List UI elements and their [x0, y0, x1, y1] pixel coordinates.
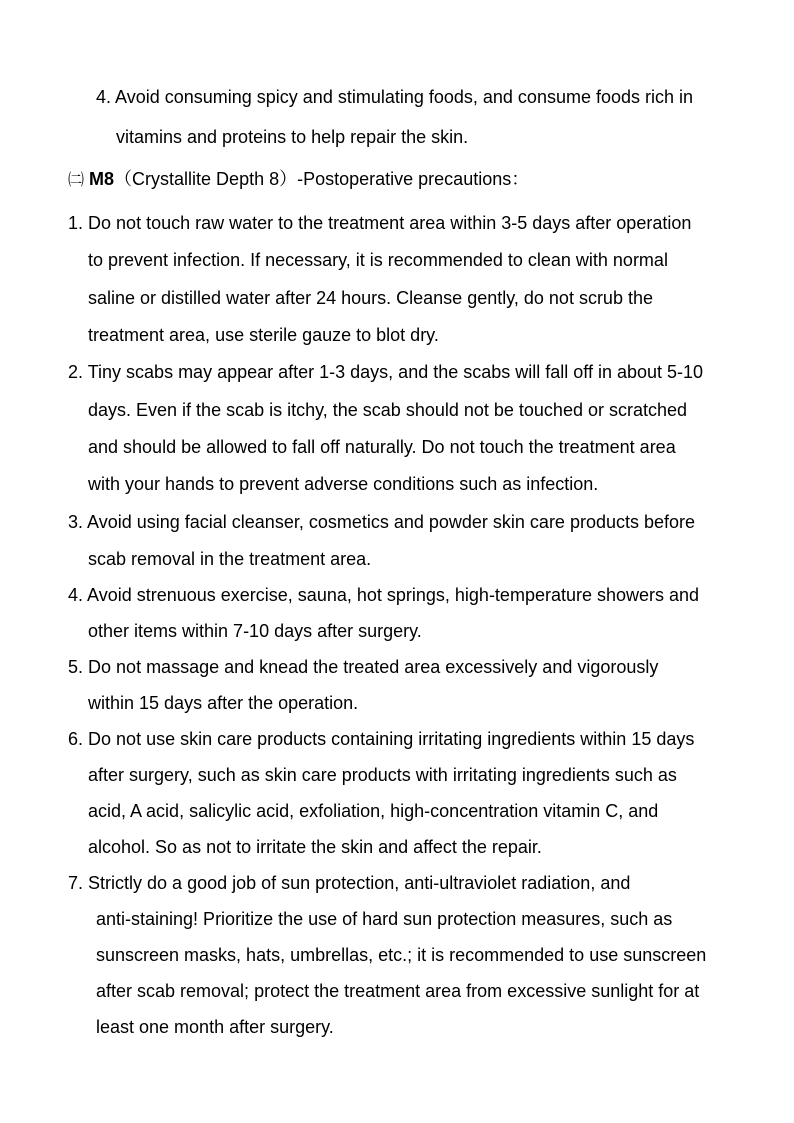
- item-1-line-4: treatment area, use sterile gauze to blot dry.: [88, 325, 439, 345]
- item-1-line-2: to prevent infection. If necessary, it is recommended to clean with normal: [88, 250, 668, 270]
- item-4-line-2: other items within 7-10 days after surgery.: [88, 621, 422, 641]
- item-2-number: 2.: [68, 362, 84, 382]
- item-5-text: Do not massage and knead the treated area excessively and vigorously: [88, 657, 659, 677]
- item-1-line-3: saline or distilled water after 24 hours. Cleanse gently, do not scrub the: [88, 288, 653, 308]
- item-2-line-3: and should be allowed to fall off naturally. Do not touch the treatment area: [88, 437, 676, 457]
- item-7-line-3: sunscreen masks, hats, umbrellas, etc.; it is recommended to use sunscreen: [96, 945, 707, 965]
- item-5-number: 5.: [68, 657, 84, 677]
- item-2-line-1: [68, 361, 703, 383]
- item-4-number: 4.: [68, 585, 84, 605]
- section-marker: ㈡: [68, 170, 85, 189]
- item-7-line-4: after scab removal; protect the treatment area from excessive sunlight for at: [96, 981, 700, 1001]
- item-6-line-2: after surgery, such as skin care products with irritating ingredients such as: [88, 765, 677, 785]
- item-4-text: Avoid strenuous exercise, sauna, hot springs, high-temperature showers and: [87, 585, 700, 605]
- item-6-line-4: alcohol. So as not to irritate the skin and affect the repair.: [88, 837, 542, 857]
- item-1-number: 1.: [68, 213, 84, 233]
- prev-item-text: Avoid consuming spicy and stimulating foods, and consume foods rich in: [115, 87, 694, 107]
- item-3-line-2: scab removal in the treatment area.: [88, 549, 372, 569]
- item-3-text: Avoid using facial cleanser, cosmetics and powder skin care products before: [87, 512, 696, 532]
- section-title: （Crystallite Depth 8）-Postoperative precautions：: [114, 169, 530, 189]
- item-2-line-4: with your hands to prevent adverse conditions such as infection.: [88, 474, 599, 494]
- item-6-line-1: [68, 728, 694, 750]
- prev-item-line-2: vitamins and proteins to help repair the skin.: [116, 127, 469, 147]
- item-2-text: Tiny scabs may appear after 1-3 days, and the scabs will fall off in about 5-10: [87, 362, 704, 382]
- item-3-number: 3.: [68, 512, 84, 532]
- item-7-number: 7.: [68, 873, 84, 893]
- item-7-text: Strictly do a good job of sun protection, anti-ultraviolet radiation, and: [88, 873, 631, 893]
- section-code: M8: [89, 169, 115, 189]
- item-4-line-1: [68, 584, 699, 606]
- item-1-text: Do not touch raw water to the treatment area within 3-5 days after operation: [88, 213, 692, 233]
- prev-item-line-1: [96, 86, 693, 108]
- item-5-line-2: within 15 days after the operation.: [88, 693, 359, 713]
- prev-item-number: 4.: [96, 87, 112, 107]
- item-6-text: Do not use skin care products containing irritating ingredients within 15 days: [88, 729, 695, 749]
- item-7-line-1: [68, 872, 630, 894]
- item-1-line-1: [68, 212, 691, 234]
- item-6-number: 6.: [68, 729, 84, 749]
- item-7-line-2: anti-staining! Prioritize the use of hard sun protection measures, such as: [96, 909, 673, 929]
- section-heading: [68, 168, 529, 191]
- item-3-line-1: [68, 511, 695, 533]
- item-6-line-3: acid, A acid, salicylic acid, exfoliation, high-concentration vitamin C, and: [88, 801, 659, 821]
- item-2-line-2: days. Even if the scab is itchy, the scab should not be touched or scratched: [88, 400, 688, 420]
- item-5-line-1: [68, 656, 658, 678]
- item-7-line-5: least one month after surgery.: [96, 1017, 334, 1037]
